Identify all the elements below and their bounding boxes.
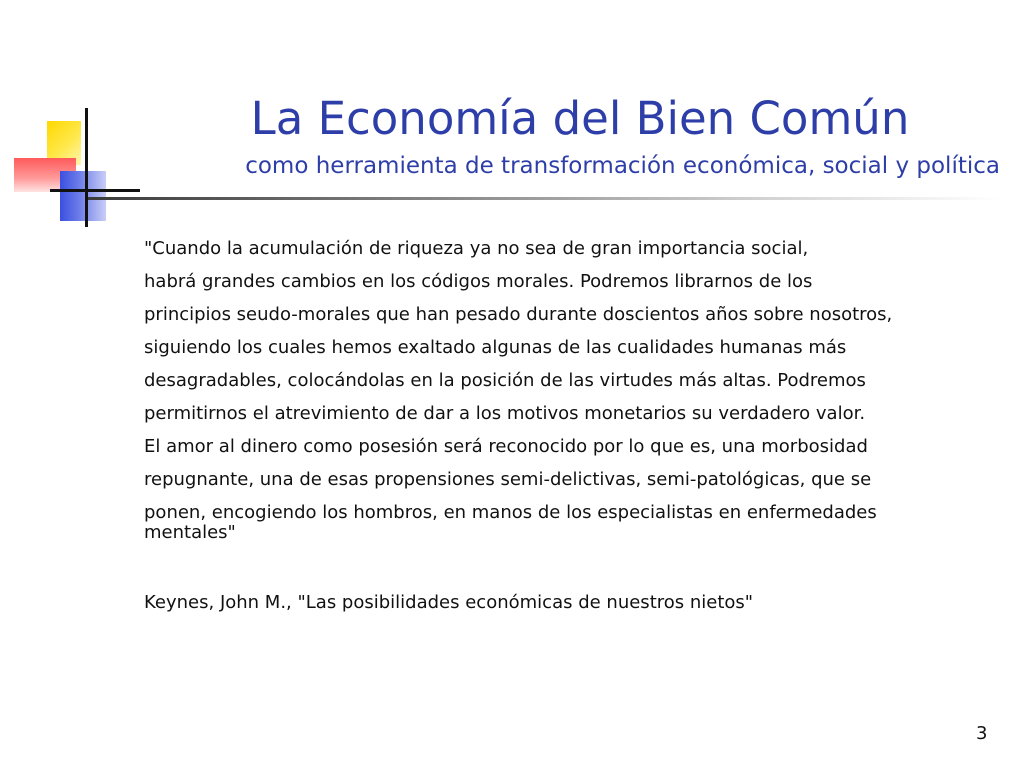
quote-line: permitirnos el atrevimiento de dar a los motivos monetarios su verdadero valor. [144,403,866,424]
slide-logo-decoration [0,0,140,240]
horizontal-line-decoration [50,189,140,192]
title-divider-rule [88,197,1000,200]
quote-line: desagradables, colocándolas en la posición de las virtudes más altas. Podremos [144,370,866,391]
quote-line: "Cuando la acumulación de riqueza ya no sea de gran importancia social, [144,238,809,259]
citation: Keynes, John M., "Las posibilidades económicas de nuestros nietos" [144,592,754,613]
quote-block [144,232,1004,544]
quote-line: El amor al dinero como posesión será reconocido por lo que es, una morbosidad [144,436,868,457]
slide-title: La Economía del Bien Común [250,92,910,145]
page-number: 3 [976,723,988,744]
quote-line: habrá grandes cambios en los códigos morales. Podremos librarnos de los [144,271,813,292]
vertical-line-decoration [85,108,88,227]
slide-subtitle: como herramienta de transformación económica, social y política [245,153,1000,179]
blue-square-decoration [60,171,106,221]
quote-line: mentales" [144,522,236,543]
quote-line: siguiendo los cuales hemos exaltado algunas de las cualidades humanas más [144,337,847,358]
quote-line: principios seudo-morales que han pesado durante doscientos años sobre nosotros, [144,304,893,325]
quote-line: ponen, encogiendo los hombros, en manos de los especialistas en enfermedades [144,502,877,523]
quote-line: repugnante, una de esas propensiones semi-delictivas, semi-patológicas, que se [144,469,872,490]
